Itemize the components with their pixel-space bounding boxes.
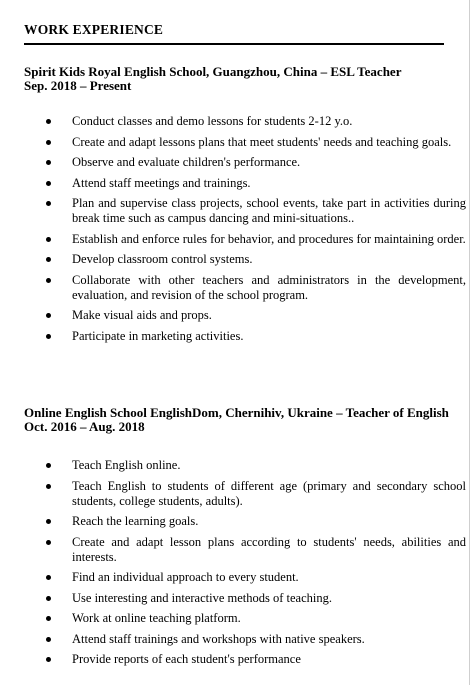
bullet-icon	[46, 140, 51, 145]
job-entry-1	[24, 65, 466, 349]
bullet-icon	[46, 637, 51, 642]
duty-item	[24, 196, 466, 226]
duty-item	[24, 611, 466, 626]
duty-item	[24, 570, 466, 585]
bullet-icon	[46, 596, 51, 601]
bullet-icon	[46, 313, 51, 318]
job-dates: Sep. 2018 – Present	[24, 78, 132, 93]
duty-text: Work at online teaching platform.	[72, 611, 241, 625]
duty-text: Make visual aids and props.	[72, 308, 212, 322]
duty-item	[24, 329, 466, 344]
bullet-icon	[46, 181, 51, 186]
duty-text: Collaborate with other teachers and administrators in the development, evaluation, and revision of the school program.	[72, 272, 466, 302]
bullet-icon	[46, 334, 51, 339]
duty-item	[24, 155, 466, 170]
duty-item	[24, 591, 466, 606]
duty-item	[24, 232, 466, 247]
bullet-icon	[46, 237, 51, 242]
duty-text: Observe and evaluate children's performance.	[72, 155, 301, 169]
section-title: WORK EXPERIENCE	[24, 22, 164, 37]
duty-item	[24, 535, 466, 565]
duty-text: Reach the learning goals.	[72, 514, 199, 528]
duty-text: Use interesting and interactive methods of teaching.	[72, 590, 332, 605]
duty-item	[24, 252, 466, 267]
duty-text: Create and adapt lesson plans according to students' needs, abilities and interests.	[72, 534, 466, 564]
duty-text: Develop classroom control systems.	[72, 252, 253, 266]
bullet-icon	[46, 160, 51, 165]
duty-item	[24, 135, 466, 150]
bullet-icon	[46, 484, 51, 489]
duty-text: Plan and supervise class projects, school events, take part in activities during break time such as campus dancing and mini-situations..	[72, 196, 466, 225]
duty-text: Establish and enforce rules for behavior, and procedures for maintaining order.	[72, 231, 466, 246]
bullet-icon	[46, 119, 51, 124]
duty-text: Create and adapt lessons plans that meet students' needs and teaching goals.	[72, 134, 452, 149]
duty-text: Teach English online.	[72, 458, 181, 472]
bullet-icon	[46, 540, 51, 545]
duty-item	[24, 114, 466, 129]
duty-text: Find an individual approach to every student.	[72, 570, 299, 584]
bullet-icon	[46, 616, 51, 621]
duty-text: Attend staff meetings and trainings.	[72, 175, 251, 190]
bullet-icon	[46, 575, 51, 580]
bullet-icon	[46, 463, 51, 468]
duty-item	[24, 632, 466, 647]
duty-text: Teach English to students of different age (primary and secondary school students, college students, adults).	[72, 478, 466, 508]
duty-list	[24, 114, 466, 344]
bullet-icon	[46, 657, 51, 662]
bullet-icon	[46, 201, 51, 206]
duty-item	[24, 273, 466, 303]
duty-item	[24, 479, 466, 509]
job-heading: Spirit Kids Royal English School, Guangzhou, China – ESL Teacher	[24, 64, 402, 79]
bullet-icon	[46, 278, 51, 283]
bullet-icon	[46, 519, 51, 524]
job-entry-2	[24, 406, 466, 673]
duty-item	[24, 458, 466, 473]
duty-item	[24, 652, 466, 667]
duty-text: Conduct classes and demo lessons for students 2-12 y.o.	[72, 114, 353, 128]
duty-item	[24, 176, 466, 191]
job-heading: Online English School EnglishDom, Chernihiv, Ukraine – Teacher of English	[24, 405, 449, 420]
duty-item	[24, 514, 466, 529]
duty-list	[24, 458, 466, 667]
section-divider	[24, 43, 444, 45]
duty-text: Attend staff trainings and workshops with native speakers.	[72, 631, 365, 646]
bullet-icon	[46, 257, 51, 262]
duty-item	[24, 308, 466, 323]
duty-text: Provide reports of each student's performance	[72, 652, 301, 666]
job-dates: Oct. 2016 – Aug. 2018	[24, 419, 145, 434]
duty-text: Participate in marketing activities.	[72, 328, 244, 343]
